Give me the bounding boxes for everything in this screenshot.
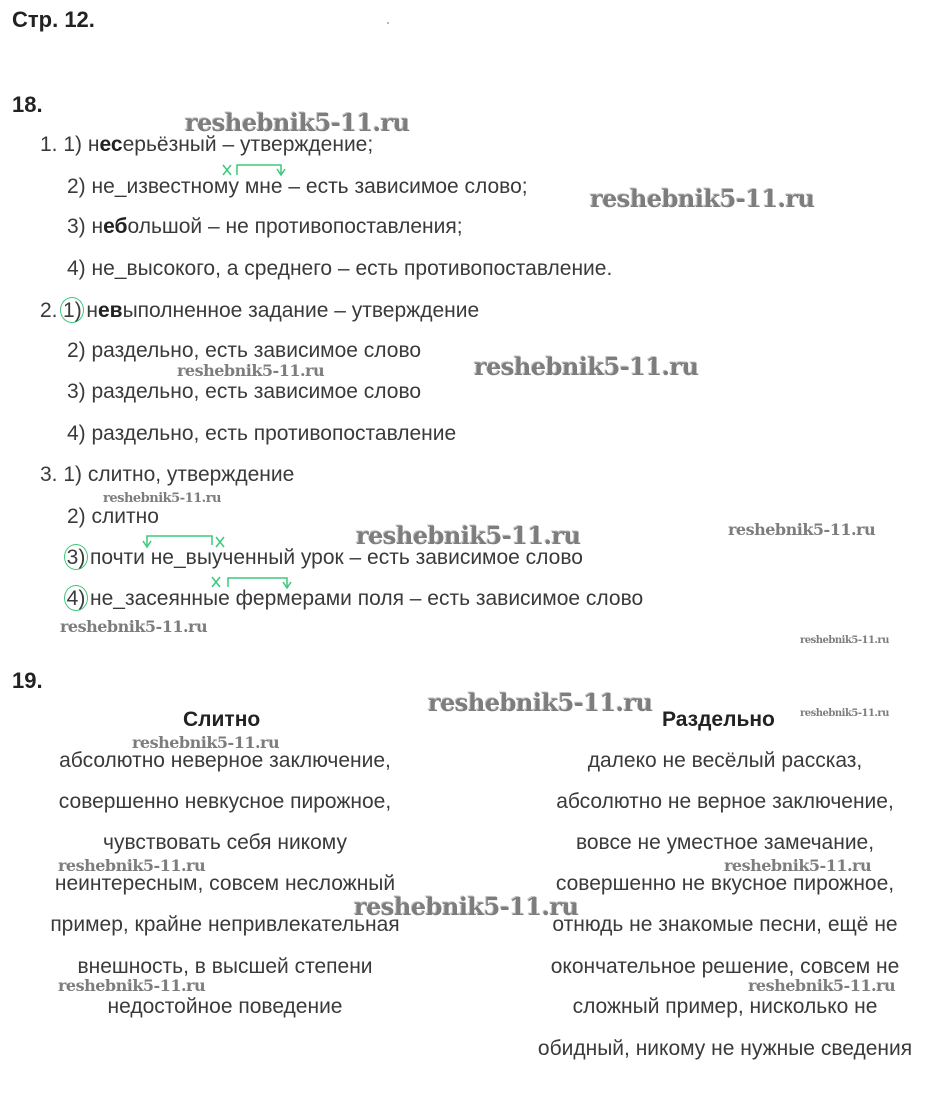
left-column-line: абсолютно неверное заключение, xyxy=(59,749,391,772)
task-18-group-2-item-4: 4) раздельно, есть противопоставление xyxy=(67,422,457,445)
task-19-number: 19. xyxy=(12,668,43,693)
watermark: reshebnik5-11.ru xyxy=(354,892,579,921)
item-text: ыполненное задание – утверждение xyxy=(122,299,480,322)
item-text: не_засеянные фермерами поля – есть зависимое слово xyxy=(90,587,644,610)
left-column-line: неинтересным, совсем несложный xyxy=(54,872,396,895)
right-column-line: далеко не весёлый рассказ, xyxy=(587,749,863,772)
left-column-line: совершенно невкусное пирожное, xyxy=(58,790,392,813)
column-header-right: Раздельно xyxy=(662,708,775,731)
watermark: reshebnik5-11.ru xyxy=(60,617,208,636)
item-text: 1) слитно, утверждение xyxy=(63,463,295,486)
circled-item-number: 4) xyxy=(64,585,88,611)
task-18-number: 18. xyxy=(12,92,43,117)
left-column-line: чувствовать себя никому xyxy=(103,831,347,854)
column-header-left: Слитно xyxy=(183,708,261,731)
watermark: reshebnik5-11.ru xyxy=(356,521,581,550)
emphasis-letters: еб xyxy=(103,215,128,238)
watermark: reshebnik5-11.ru xyxy=(177,361,325,380)
watermark: reshebnik5-11.ru xyxy=(748,976,896,995)
task-18-group-2-item-3: 3) раздельно, есть зависимое слово xyxy=(67,380,422,403)
circled-item-number: 1) xyxy=(60,297,84,323)
left-column-line: пример, крайне непривлекательная xyxy=(50,913,400,936)
item-text: почти не_выученный урок – есть зависимое слово xyxy=(90,546,583,569)
right-column-line: обидный, никому не нужные сведения xyxy=(537,1037,913,1060)
task-18-group-1-item-2: 2) не_известному мне – есть зависимое слово; xyxy=(67,175,528,198)
right-column-line: окончательное решение, совсем не xyxy=(550,955,900,978)
item-text: 3) н xyxy=(67,215,104,238)
right-column-line: вовсе не уместное замечание, xyxy=(575,831,875,854)
circled-item-number: 3) xyxy=(64,544,88,570)
right-column-line: совершенно не вкусное пирожное, xyxy=(555,872,895,895)
group-label: 2. xyxy=(40,299,58,322)
right-column-line: абсолютно не верное заключение, xyxy=(556,790,894,813)
left-column-line: недостойное поведение xyxy=(107,995,343,1018)
watermark: reshebnik5-11.ru xyxy=(58,976,206,995)
watermark: reshebnik5-11.ru xyxy=(103,491,222,506)
watermark: reshebnik5-11.ru xyxy=(428,688,653,717)
group-label: 1. xyxy=(40,133,58,156)
watermark: reshebnik5-11.ru xyxy=(185,108,410,137)
watermark: reshebnik5-11.ru xyxy=(800,635,889,646)
task-18-group-2-item-1 xyxy=(40,297,479,324)
watermark: reshebnik5-11.ru xyxy=(590,184,815,213)
watermark: reshebnik5-11.ru xyxy=(728,520,876,539)
task-18-group-3-item-1 xyxy=(40,462,294,488)
item-text: н xyxy=(87,133,100,156)
item-text: н xyxy=(86,299,98,322)
group-label: 3. xyxy=(40,463,58,486)
emphasis-letters: ев xyxy=(97,299,123,322)
task-18-group-2-item-2: 2) раздельно, есть зависимое слово xyxy=(67,339,422,362)
left-column-line: внешность, в высшей степени xyxy=(77,955,373,978)
item-text: ольшой – не противопоставления; xyxy=(127,215,463,238)
item-number: 1) xyxy=(63,133,83,156)
task-18-group-3-item-4 xyxy=(67,585,643,612)
page-label: Стр. 12. xyxy=(12,7,95,32)
task-18-group-1-item-4: 4) не_высокого, а среднего – есть противопоставление. xyxy=(67,257,613,280)
watermark: reshebnik5-11.ru xyxy=(800,708,889,719)
watermark: reshebnik5-11.ru xyxy=(132,733,280,752)
watermark: reshebnik5-11.ru xyxy=(724,856,872,875)
task-18-group-1-item-3 xyxy=(67,214,463,240)
right-column-line: отнюдь не знакомые песни, ещё не xyxy=(552,913,898,936)
watermark: reshebnik5-11.ru xyxy=(58,856,206,875)
task-18-group-3-item-2: 2) слитно xyxy=(67,505,159,528)
item-text: ерьёзный – утверждение; xyxy=(122,133,374,156)
emphasis-letters: ес xyxy=(99,133,123,156)
right-column-line: сложный пример, нисколько не xyxy=(572,995,878,1018)
dot-mark xyxy=(387,22,389,24)
watermark: reshebnik5-11.ru xyxy=(474,352,699,381)
